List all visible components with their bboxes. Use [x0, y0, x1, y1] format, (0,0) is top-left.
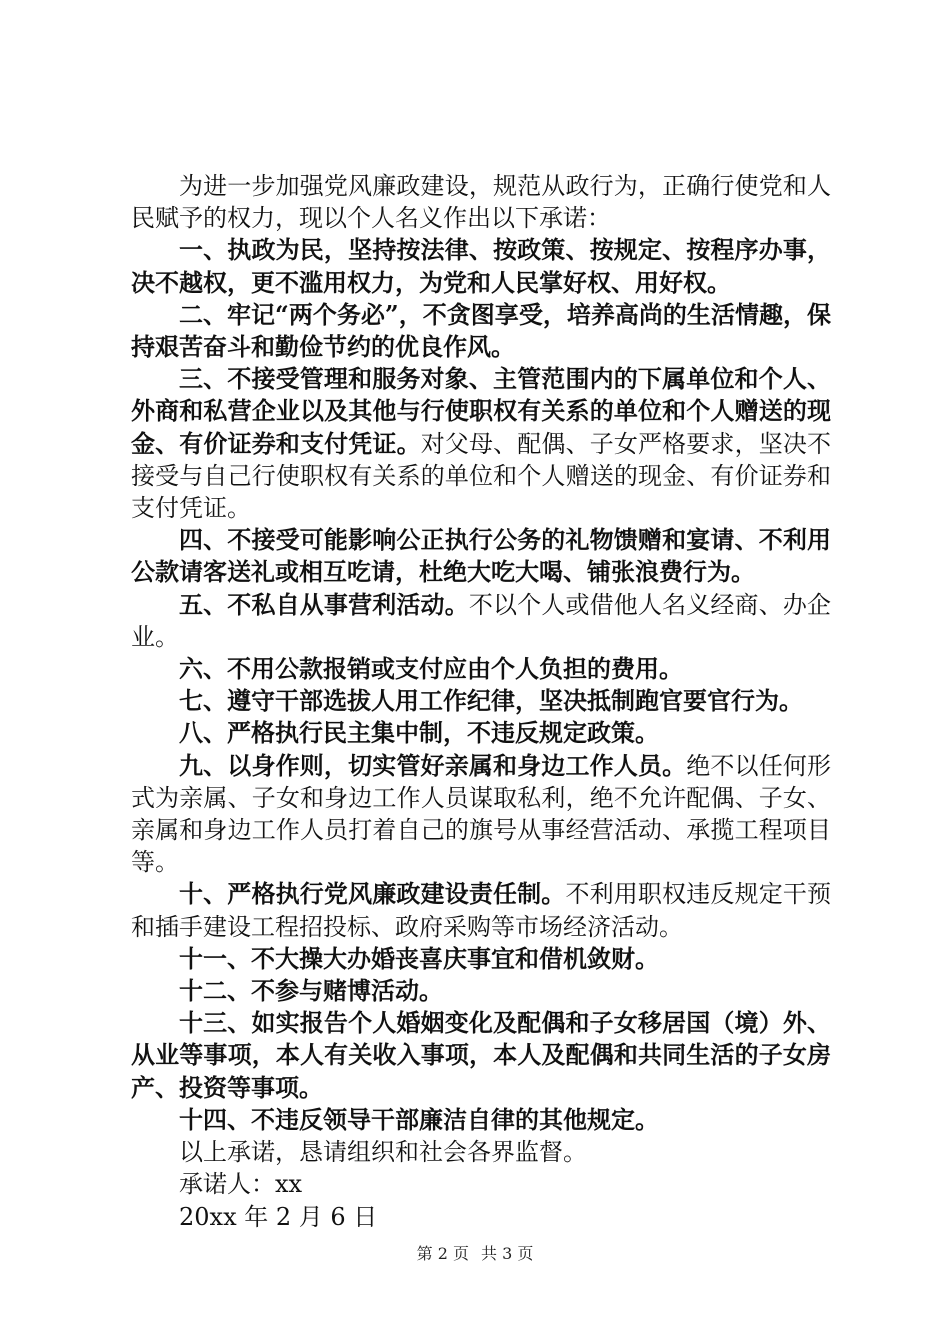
commitment-item-13: 十三、如实报告个人婚姻变化及配偶和子女移居国（境）外、从业等事项，本人有关收入事项，本人及配偶和共同生活的子女房产、投资等事项。	[131, 1008, 831, 1102]
page-number: 第 2 页	[416, 1244, 469, 1263]
commitment-item-11: 十一、不大操大办婚丧喜庆事宜和借机敛财。	[179, 943, 659, 973]
intro-paragraph: 为进一步加强党风廉政建设，规范从政行为，正确行使党和人民赋予的权力，现以个人名义作出以下承诺：	[131, 172, 831, 233]
page-footer	[0, 1244, 950, 1264]
commitment-item-12: 十二、不参与赌博活动。	[179, 976, 443, 1006]
commitment-item-7: 七、遵守干部选拔人用工作纪律，坚决抵制跑官要官行为。	[179, 686, 803, 716]
page-total: 共 3 页	[481, 1244, 534, 1263]
commitment-item-8: 八、严格执行民主集中制，不违反规定政策。	[179, 718, 659, 748]
commitment-item-10: 十、严格执行党风廉政建设责任制。不利用职权违反规定干预和插手建设工程招投标、政府采购等市场经济活动。	[131, 879, 832, 941]
commitment-item-4: 四、不接受可能影响公正执行公务的礼物馈赠和宴请、不利用公款请客送礼或相互吃请，杜绝大吃大喝、铺张浪费行为。	[131, 525, 831, 587]
commitment-item-6: 六、不用公款报销或支付应由个人负担的费用。	[179, 654, 683, 684]
commitment-item-5: 五、不私自从事营利活动。不以个人或借他人名义经商、办企业。	[131, 589, 832, 651]
commitment-body	[131, 170, 831, 1233]
closing-statement: 以上承诺，恳请组织和社会各界监督。	[179, 1138, 587, 1167]
commitment-item-9: 九、以身作则，切实管好亲属和身边工作人员。绝不以任何形式为亲属、子女和身边工作人员谋取私利，绝不允许配偶、子女、亲属和身边工作人员打着自己的旗号从事经营活动、承揽工程项目等。	[131, 750, 832, 877]
commitment-item-1: 一、执政为民，坚持按法律、按政策、按规定、按程序办事，决不越权，更不滥用权力，为党和人民掌好权、用好权。	[131, 235, 831, 297]
date-line: 20xx 年 2 月 6 日	[179, 1202, 378, 1231]
commitment-item-14: 十四、不违反领导干部廉洁自律的其他规定。	[179, 1104, 659, 1134]
commitment-item-2: 二、牢记“两个务必”，不贪图享受，培养高尚的生活情趣，保持艰苦奋斗和勤俭节约的优良作风。	[131, 299, 831, 362]
signatory-line: 承诺人：xx	[179, 1170, 303, 1199]
commitment-item-3: 三、不接受管理和服务对象、主管范围内的下属单位和个人、外商和私营企业以及其他与行使职权有关系的单位和个人赠送的现金、有价证券和支付凭证。对父母、配偶、子女严格要求，坚决不接受与自己行使职权有关系的单位和个人赠送的现金、有价证券和支付凭证。	[131, 364, 832, 523]
